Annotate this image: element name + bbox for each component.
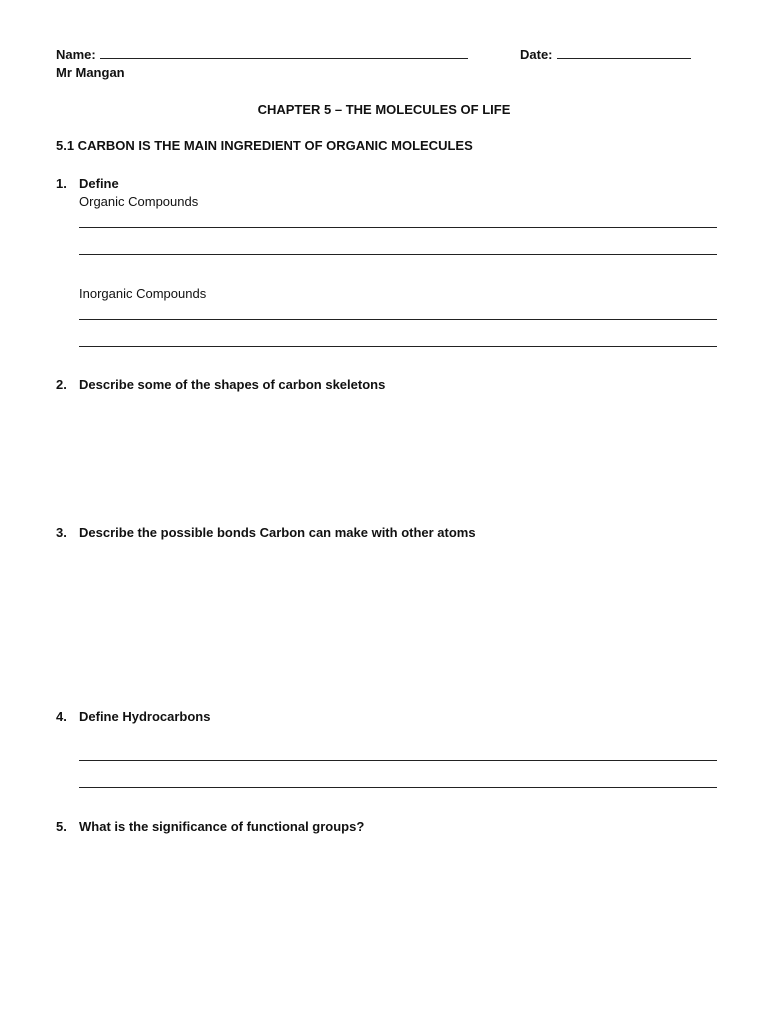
answer-line-organic-2[interactable] xyxy=(79,254,717,255)
date-blank-line[interactable] xyxy=(557,47,691,59)
teacher-name: Mr Mangan xyxy=(56,65,125,80)
question-1-number: 1. xyxy=(56,176,67,191)
answer-line-inorganic-2[interactable] xyxy=(79,346,717,347)
question-3-number: 3. xyxy=(56,525,67,540)
answer-area-question-5[interactable] xyxy=(79,842,717,1002)
answer-area-question-2[interactable] xyxy=(79,400,717,510)
question-1-text: Define xyxy=(79,176,119,191)
question-2-text: Describe some of the shapes of carbon skeletons xyxy=(79,377,386,392)
date-field[interactable] xyxy=(520,47,691,63)
answer-line-organic-1[interactable] xyxy=(79,227,717,228)
name-label: Name: xyxy=(56,47,96,62)
question-2-number: 2. xyxy=(56,377,67,392)
date-label: Date: xyxy=(520,47,553,62)
question-5-number: 5. xyxy=(56,819,67,834)
name-blank-line[interactable] xyxy=(100,47,468,59)
answer-area-question-3[interactable] xyxy=(79,548,717,698)
name-field[interactable] xyxy=(56,47,468,63)
answer-line-inorganic-1[interactable] xyxy=(79,319,717,320)
subitem-inorganic-compounds: Inorganic Compounds xyxy=(79,286,207,301)
question-5-text: What is the significance of functional groups? xyxy=(79,819,365,834)
section-heading: 5.1 CARBON IS THE MAIN INGREDIENT OF ORGANIC MOLECULES xyxy=(56,138,473,153)
subitem-organic-compounds: Organic Compounds xyxy=(79,194,199,209)
answer-line-hydrocarbons-1[interactable] xyxy=(79,760,717,761)
question-4-number: 4. xyxy=(56,709,67,724)
answer-line-hydrocarbons-2[interactable] xyxy=(79,787,717,788)
chapter-title: CHAPTER 5 – THE MOLECULES OF LIFE xyxy=(257,102,511,117)
question-4-text: Define Hydrocarbons xyxy=(79,709,211,724)
question-3-text: Describe the possible bonds Carbon can make with other atoms xyxy=(79,525,476,540)
